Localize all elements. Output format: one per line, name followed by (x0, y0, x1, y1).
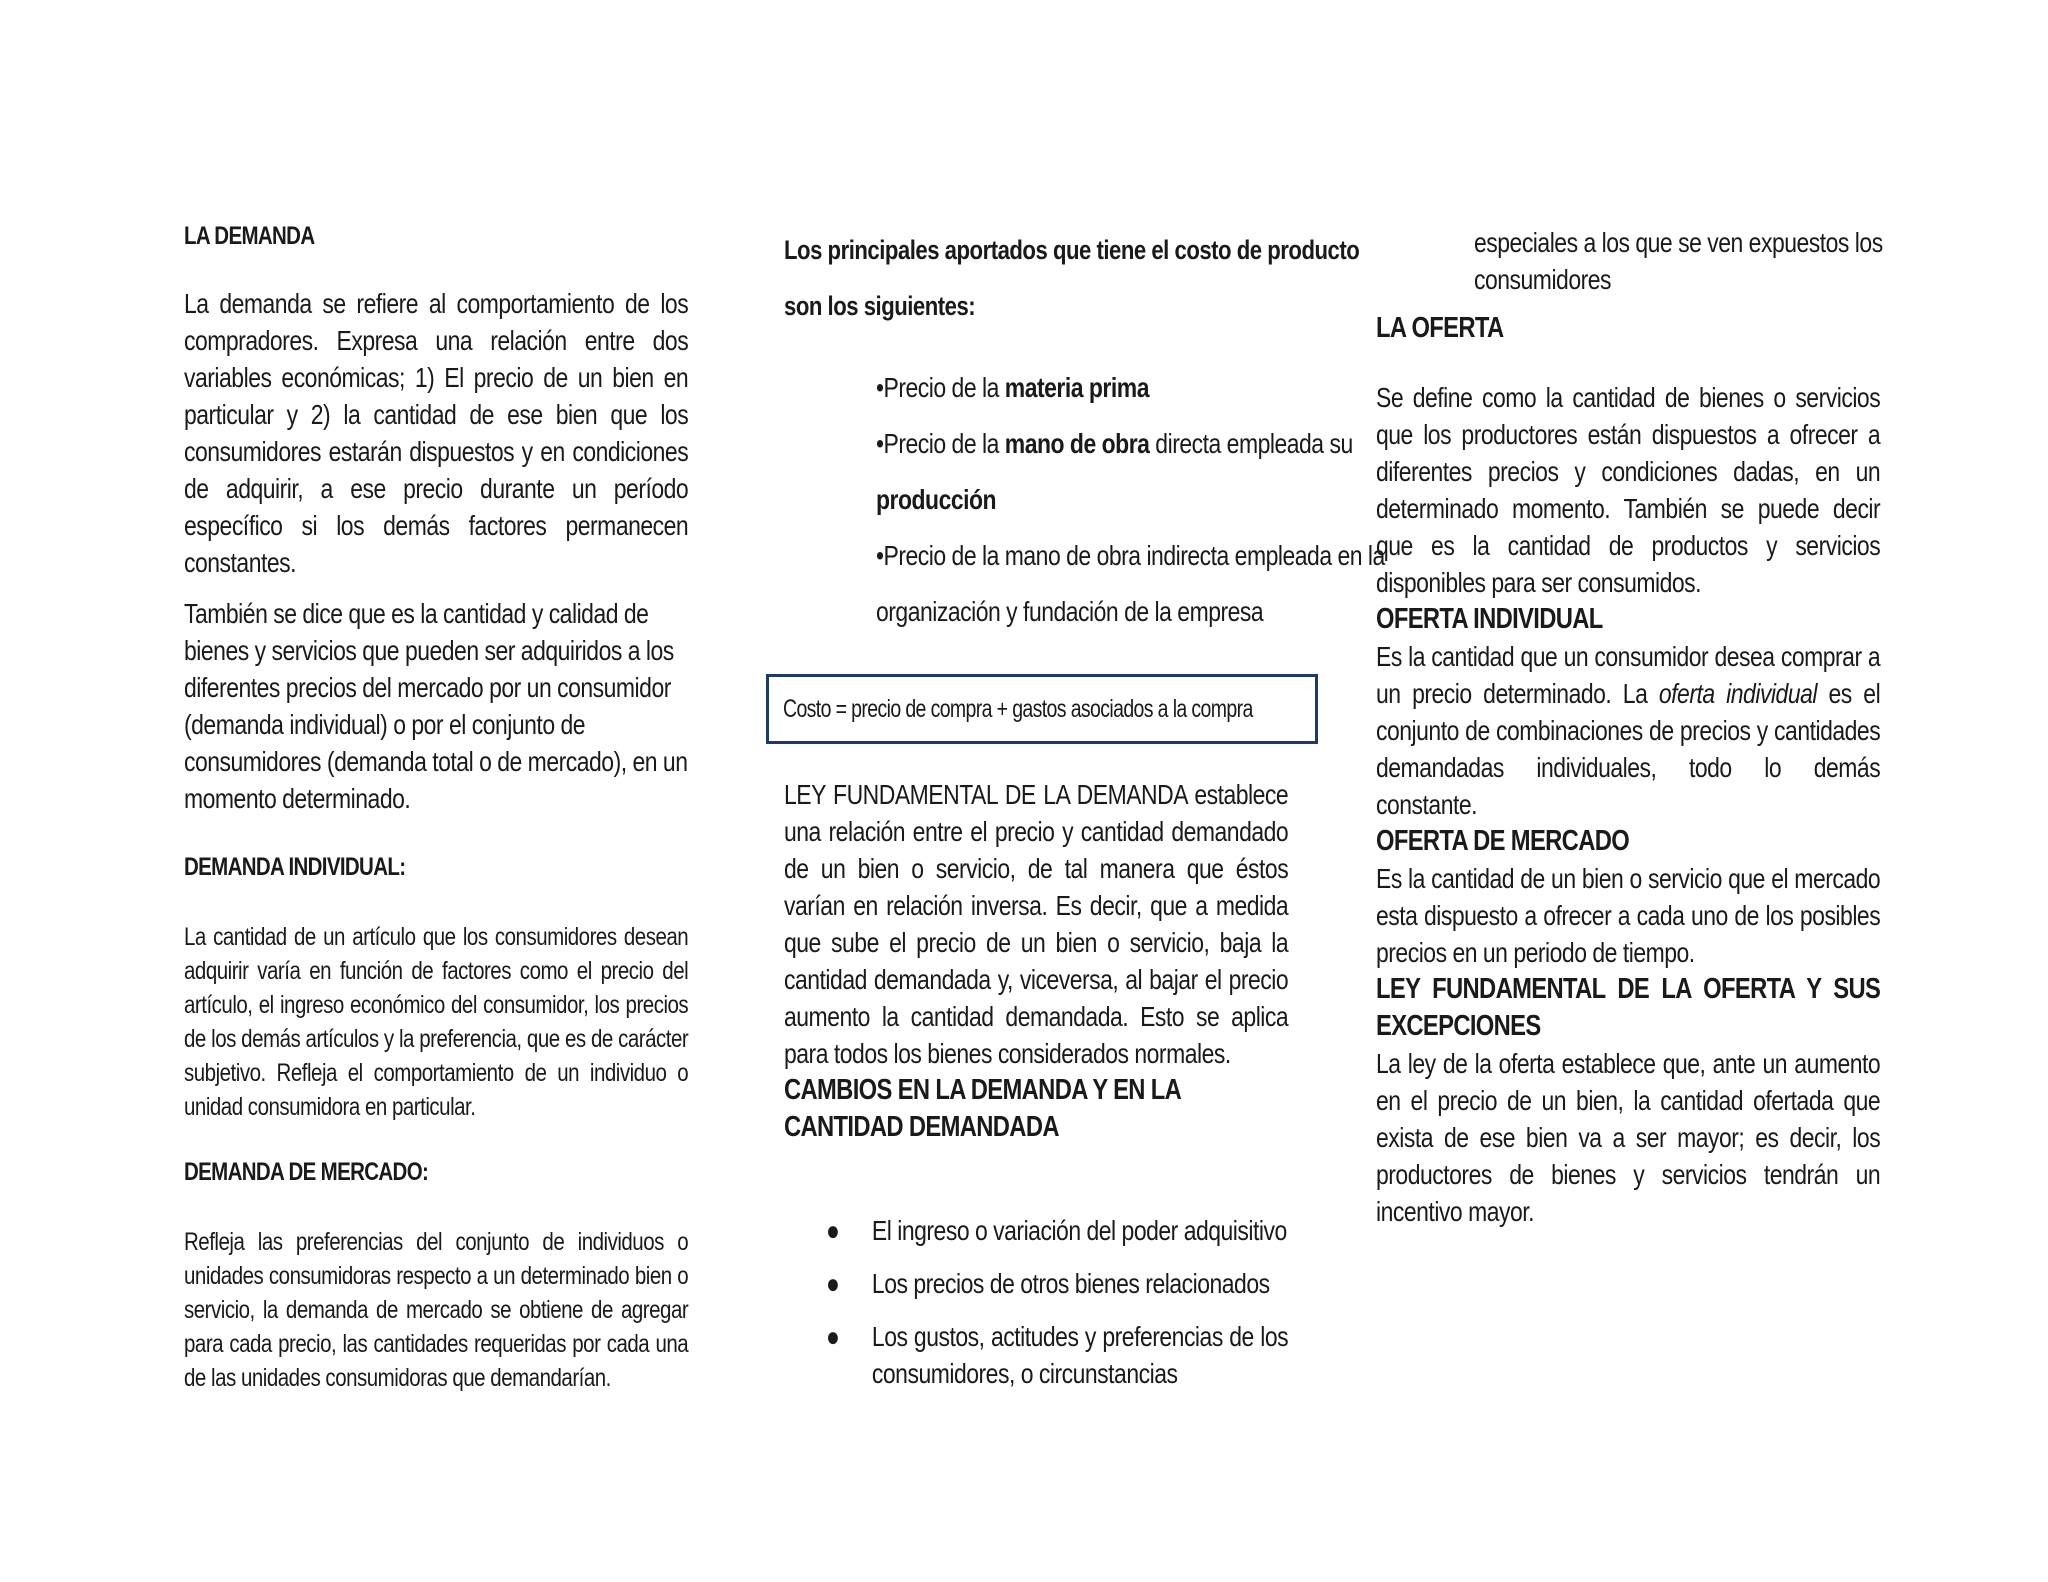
paragraph-oferta-mercado: Es la cantidad de un bien o servicio que el mercado esta dispuesto a ofrecer a cada uno de los posibles precios en un periodo de tiempo. (1376, 863, 1881, 968)
list-item: ● Los gustos, actitudes y preferencias de los consumidores, o circunstancias (826, 1318, 1288, 1392)
column-right (1376, 312, 1880, 1230)
intro-line-2: son los siguientes: (784, 291, 976, 321)
paragraph-ley-oferta: La ley de la oferta establece que, ante un aumento en el precio de un bien, la cantidad ofertada que exista de ese bien va a ser mayor; es decir, los productores de bienes y servicios tendrán un incentivo mayor. (1376, 1048, 1881, 1227)
cost-item-indirecta: •Precio de la mano de obra indirecta empleada en la (876, 540, 1385, 571)
heading-la-demanda: LA DEMANDA (184, 222, 315, 250)
heading-demanda-individual: DEMANDA INDIVIDUAL: (184, 853, 406, 881)
cost-item-organizacion: organización y fundación de la empresa (876, 596, 1264, 627)
column-left (184, 222, 688, 1395)
heading-demanda-mercado: DEMANDA DE MERCADO: (184, 1158, 429, 1186)
paragraph-oferta-individual: Es la cantidad que un consumidor desea comprar a un precio determinado. La oferta individual es el conjunto de combinaciones de precios y cantidades demandadas individuales, todo lo demás constante. (1376, 641, 1881, 820)
cost-items (876, 360, 1436, 640)
list-item: ● El ingreso o variación del poder adquisitivo (826, 1212, 1288, 1249)
paragraph-demanda-tambien: También se dice que es la cantidad y calidad de bienes y servicios que pueden ser adquiridos a los diferentes precios del mercado por un consumidor (demanda individual) o por el conjunto de consumidores (demanda total o de mercado), en un momento determinado. (184, 598, 688, 814)
formula-text: Costo = precio de compra + gastos asociados a la compra (783, 694, 1253, 723)
cost-item-produccion: producción (876, 484, 997, 515)
column-middle-bottom (784, 776, 1288, 1176)
intro-line-1: Los principales aportados que tiene el costo de producto (784, 235, 1360, 265)
paragraph-demanda-definicion: La demanda se refiere al comportamiento de los compradores. Expresa una relación entre dos variables económicas; 1) El precio de un bien en particular y 2) la cantidad de ese bien que los consumidores estarán dispuestos y en condiciones de adquirir, a ese precio durante un período específico si los demás factores permanecen constantes. (184, 288, 689, 578)
cambios-list (826, 1212, 1288, 1392)
bullet-icon: ● (826, 1215, 840, 1246)
formula-box (766, 674, 1318, 744)
paragraph-ley-demanda: LEY FUNDAMENTAL DE LA DEMANDA establece una relación entre el precio y cantidad demandado de un bien o servicio, de tal manera que éstos varían en relación inversa. Es decir, que a medida que sube el precio de un bien o servicio, baja la cantidad demandada y, viceversa, al bajar el precio aumento la cantidad demandada. Esto se aplica para todos los bienes considerados normales. (784, 779, 1289, 1069)
heading-oferta-mercado: OFERTA DE MERCADO (1376, 825, 1630, 857)
cost-item-mano-obra: •Precio de la mano de obra directa empleada su (876, 428, 1353, 459)
cost-item-materia-prima: •Precio de la materia prima (876, 372, 1149, 403)
continued-text: especiales a los que se ven expuestos los consumidores (1474, 227, 1883, 295)
heading-la-oferta: LA OFERTA (1376, 312, 1504, 344)
heading-ley-oferta: LEY FUNDAMENTAL DE LA OFERTA Y SUS EXCEPCIONES (1376, 973, 1881, 1042)
column-middle-top (784, 222, 1424, 334)
bullet-icon: ● (826, 1321, 840, 1352)
list-item: ● Los precios de otros bienes relacionados (826, 1265, 1288, 1302)
paragraph-oferta-definicion: Se define como la cantidad de bienes o servicios que los productores están dispuestos a ofrecer a diferentes precios y condiciones dadas, en un determinado momento. También se puede decir que es la cantidad de productos y servicios disponibles para ser consumidos. (1376, 382, 1881, 598)
bullet-icon: ● (826, 1268, 840, 1299)
paragraph-demanda-individual: La cantidad de un artículo que los consumidores desean adquirir varía en función de factores como el precio del artículo, el ingreso económico del consumidor, los precios de los demás artículos y la preferencia, que es de carácter subjetivo. Refleja el comportamiento de un individuo o unidad consumidora en particular. (184, 923, 689, 1121)
heading-cambios-demanda: CAMBIOS EN LA DEMANDA Y EN LA CANTIDAD DEMANDADA (784, 1074, 1181, 1143)
heading-oferta-individual: OFERTA INDIVIDUAL (1376, 603, 1603, 635)
paragraph-demanda-mercado: Refleja las preferencias del conjunto de individuos o unidades consumidoras respecto a un determinado bien o servicio, la demanda de mercado se obtiene de agregar para cada precio, las cantidades requeridas por cada una de las unidades consumidoras que demandarían. (184, 1228, 689, 1392)
